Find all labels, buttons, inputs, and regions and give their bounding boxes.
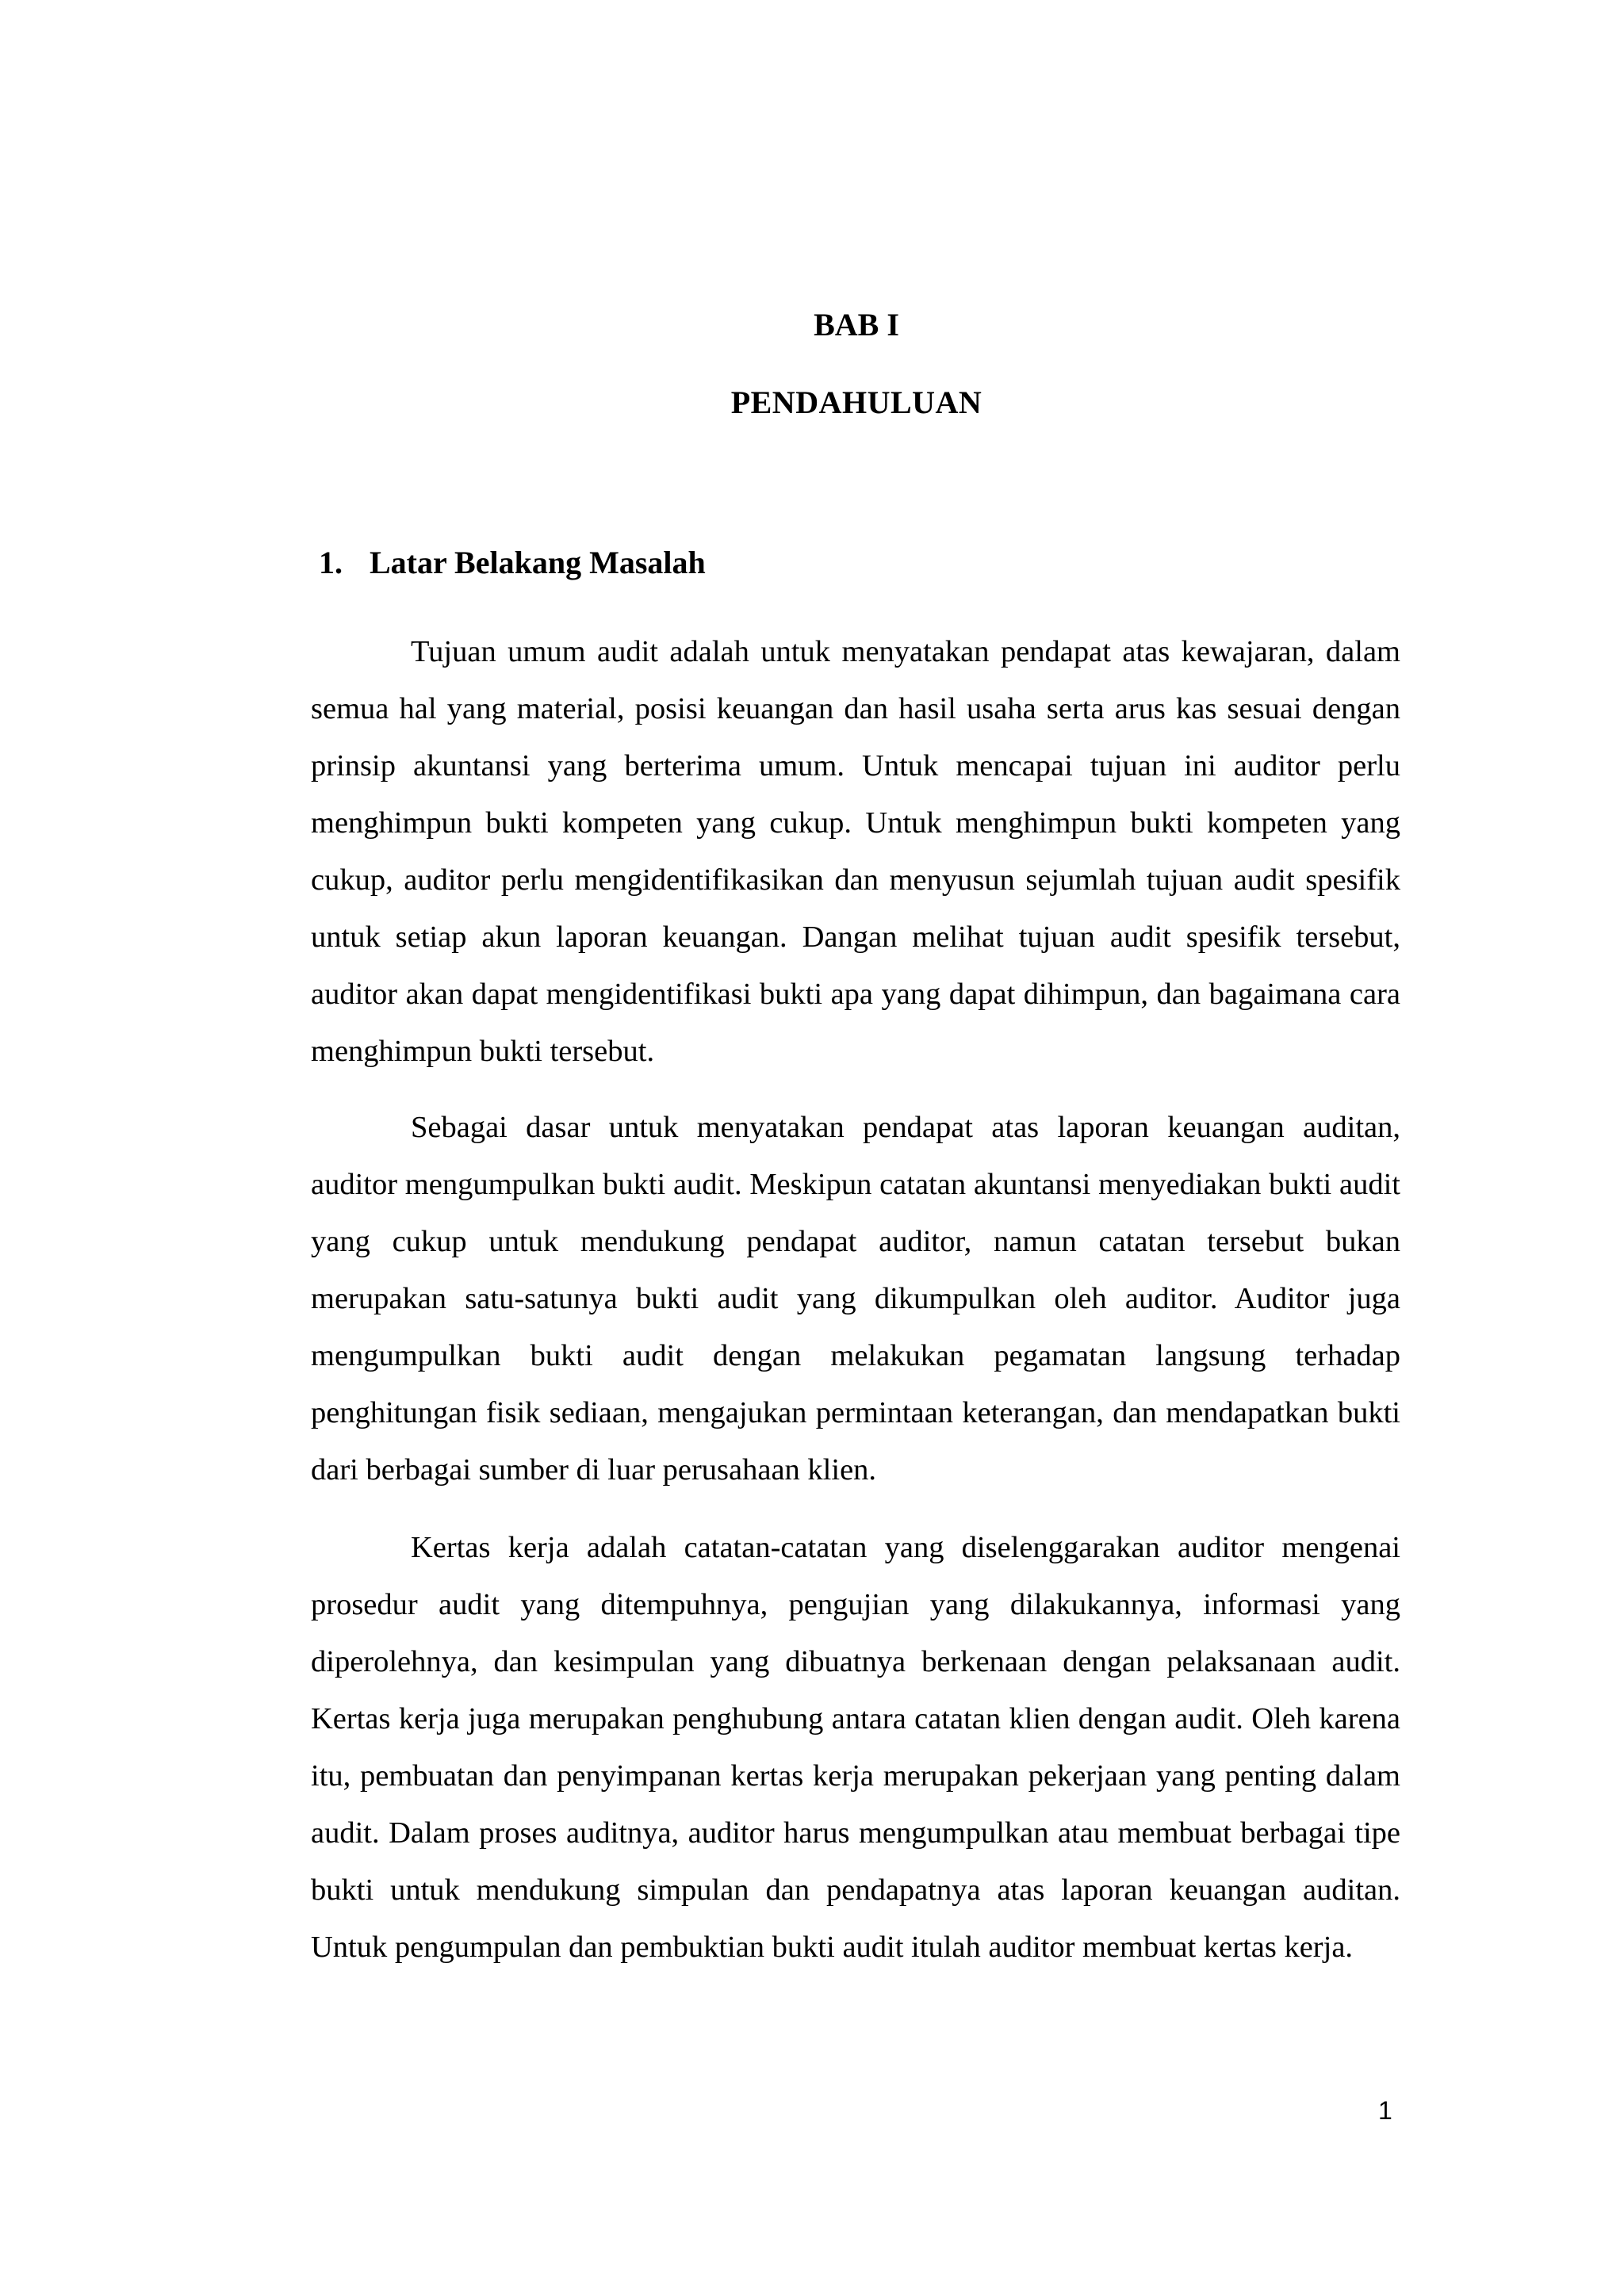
section-heading <box>319 544 706 582</box>
page-number: 1 <box>1378 2096 1392 2125</box>
chapter-title: PENDAHULUAN <box>730 385 982 420</box>
chapter-number: BAB I <box>814 307 899 342</box>
paragraph: Kertas kerja adalah catatan-catatan yang diselenggarakan auditor mengenai prosedur audit yang ditempuhnya, pengujian yang dilakukannya, informasi yang diperolehnya, dan kesimpulan yang dibuatnya berkenaan dengan pelaksanaan audit. Kertas kerja juga merupakan penghubung antara catatan klien dengan audit. Oleh karena itu, pembuatan dan penyimpanan kertas kerja merupakan pekerjaan yang penting dalam audit. Dalam proses auditnya, auditor harus mengumpulkan atau membuat berbagai tipe bukti untuk mendukung simpulan dan pendapatnya atas laporan keuangan auditan. Untuk pengumpulan dan pembuktian bukti audit itulah auditor membuat kertas kerja. <box>311 1531 1400 1964</box>
paragraph: Sebagai dasar untuk menyatakan pendapat atas laporan keuangan auditan, auditor mengumpulkan bukti audit. Meskipun catatan akuntansi menyediakan bukti audit yang cukup untuk mendukung pendapat auditor, namun catatan tersebut bukan merupakan satu-satunya bukti audit yang dikumpulkan oleh auditor. Auditor juga mengumpulkan bukti audit dengan melakukan pegamatan langsung terhadap penghitungan fisik sediaan, mengajukan permintaan keterangan, dan mendapatkan bukti dari berbagai sumber di luar perusahaan klien. <box>311 1111 1400 1487</box>
section-title: Latar Belakang Masalah <box>370 545 706 580</box>
paragraph: Tujuan umum audit adalah untuk menyatakan pendapat atas kewajaran, dalam semua hal yang material, posisi keuangan dan hasil usaha serta arus kas sesuai dengan prinsip akuntansi yang berterima umum. Untuk mencapai tujuan ini auditor perlu menghimpun bukti kompeten yang cukup. Untuk menghimpun bukti kompeten yang cukup, auditor perlu mengidentifikasikan dan menyusun sejumlah tujuan audit spesifik untuk setiap akun laporan keuangan. Dangan melihat tujuan audit spesifik tersebut, auditor akan dapat mengidentifikasi bukti apa yang dapat dihimpun, dan bagaimana cara menghimpun bukti tersebut. <box>311 635 1400 1068</box>
section-number: 1. <box>319 545 343 580</box>
